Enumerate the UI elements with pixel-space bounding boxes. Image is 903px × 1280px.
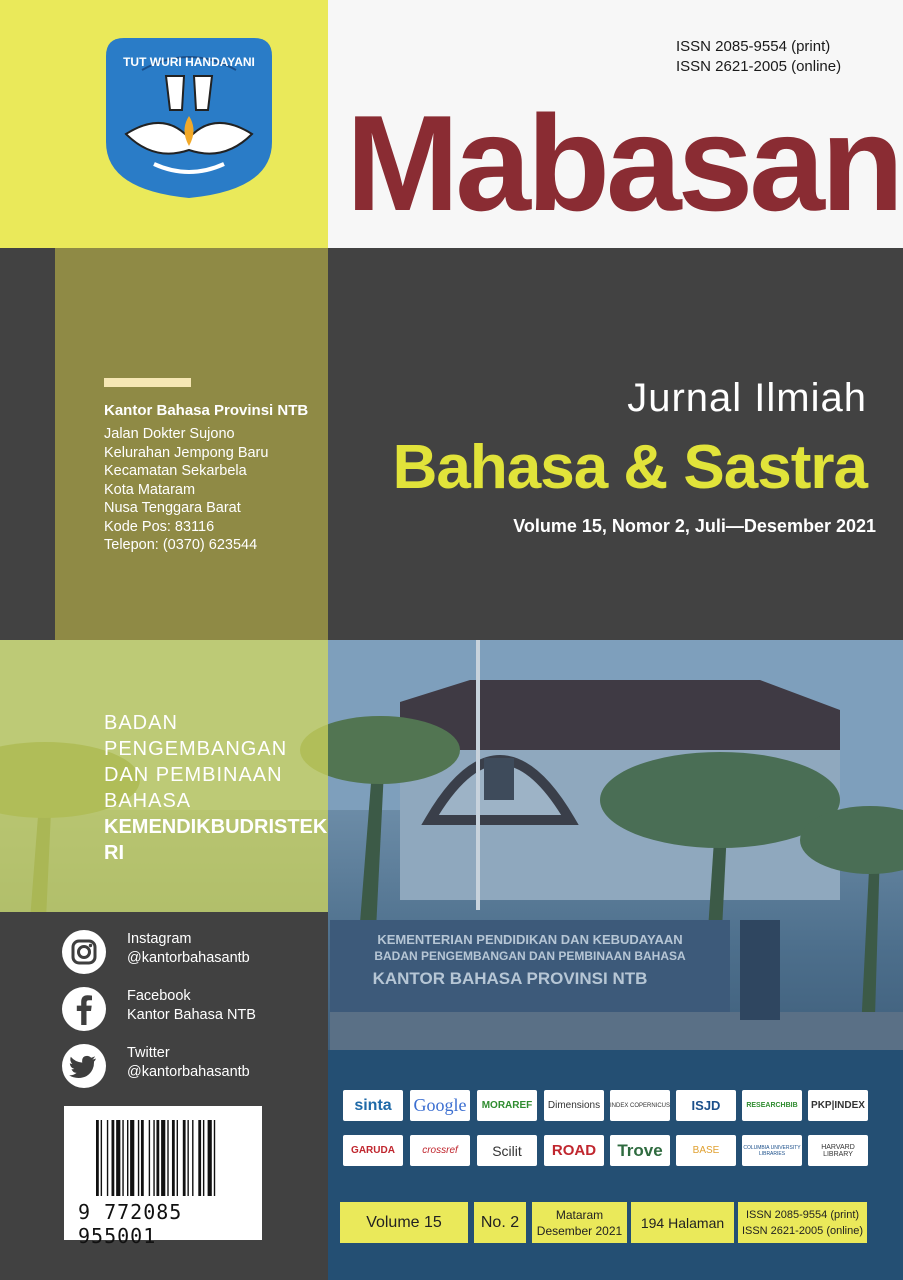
info-issn-print: ISSN 2085-9554 (print)	[745, 1208, 860, 1221]
sign-line-1: KEMENTERIAN PENDIDIKAN DAN KEBUDAYAAN	[377, 932, 683, 947]
address-line: Kode Pos: 83116	[104, 518, 215, 535]
address-line: Nusa Tenggara Barat	[104, 500, 241, 516]
twitter-icon	[62, 1044, 106, 1088]
indexer-researchbib[interactable]: RESEARCHBIB	[742, 1090, 802, 1121]
issn-online: ISSN 2621-2005 (online)	[676, 58, 842, 75]
journal-subtitle: Jurnal Ilmiah	[627, 376, 867, 420]
social-handle: @kantorbahasantb	[127, 1064, 250, 1080]
info-number: No. 2	[474, 1202, 526, 1243]
indexer-copernicus[interactable]: INDEX COPERNICUS	[610, 1090, 670, 1121]
journal-title: Mabasan	[346, 87, 900, 239]
address-line: Kecamatan Sekarbela	[104, 463, 247, 479]
ministry-name: KEMENDIKBUDRISTEK	[104, 816, 328, 838]
country-name: RI	[104, 842, 124, 864]
agency-line: BAHASA	[104, 790, 192, 812]
indexer-base[interactable]: BASE	[676, 1135, 736, 1166]
journal-field: Bahasa & Sastra	[392, 433, 867, 502]
isbn-barcode	[64, 1106, 262, 1248]
social-instagram[interactable]	[62, 930, 322, 976]
social-facebook[interactable]	[62, 987, 322, 1033]
indexer-trove[interactable]: Trove	[610, 1135, 670, 1166]
instagram-icon	[62, 930, 106, 974]
sign-line-3: KANTOR BAHASA PROVINSI NTB	[372, 969, 648, 988]
social-platform: Twitter	[127, 1045, 170, 1061]
social-twitter[interactable]	[62, 1044, 322, 1090]
indexer-pkp-index[interactable]: PKP|INDEX	[808, 1090, 868, 1121]
info-pages: 194 Halaman	[631, 1202, 734, 1243]
indexer-isjd[interactable]: ISJD	[676, 1090, 736, 1121]
agency-line: DAN PEMBINAAN	[104, 764, 283, 786]
agency-line: PENGEMBANGAN	[104, 738, 288, 760]
address-line: Telepon: (0370) 623544	[104, 537, 258, 553]
indexer-crossref[interactable]: crossref	[410, 1135, 470, 1166]
sign-line-2: BADAN PENGEMBANGAN DAN PEMBINAAN BAHASA	[374, 949, 686, 963]
address-line: Jalan Dokter Sujono	[104, 426, 235, 442]
info-issn	[738, 1202, 867, 1243]
indexer-scilit[interactable]: Scilit	[477, 1135, 537, 1166]
info-volume: Volume 15	[340, 1202, 468, 1243]
social-platform: Facebook	[127, 988, 191, 1004]
indexer-columbia[interactable]: COLUMBIA UNIVERSITY LIBRARIES	[742, 1135, 802, 1166]
info-date: Desember 2021	[536, 1223, 623, 1238]
issn-print: ISSN 2085-9554 (print)	[676, 38, 831, 55]
barcode-bars	[64, 1106, 262, 1202]
social-handle: @kantorbahasantb	[127, 950, 250, 966]
office-address	[104, 425, 268, 555]
info-place-date	[532, 1202, 627, 1243]
social-platform: Instagram	[127, 931, 192, 947]
volume-issue-line: Volume 15, Nomor 2, Juli—Desember 2021	[513, 516, 876, 536]
social-handle: Kantor Bahasa NTB	[127, 1007, 256, 1023]
tut-wuri-handayani-logo	[104, 30, 274, 200]
facebook-icon	[62, 987, 106, 1031]
address-line: Kelurahan Jempong Baru	[104, 444, 269, 461]
office-name: Kantor Bahasa Provinsi NTB	[104, 402, 309, 419]
address-accent-bar	[104, 378, 191, 387]
indexer-road[interactable]: ROAD	[544, 1135, 604, 1166]
address-line: Kota Mataram	[104, 481, 196, 498]
indexer-sinta[interactable]: sinta	[343, 1090, 403, 1121]
info-issn-online: ISSN 2621-2005 (online)	[741, 1224, 864, 1237]
indexer-garuda[interactable]: GARUDA	[343, 1135, 403, 1166]
logo-motto: TUT WURI HANDAYANI	[123, 55, 255, 69]
indexer-moraref[interactable]: MORAREF	[477, 1090, 537, 1121]
info-place: Mataram	[555, 1207, 604, 1222]
agency-name	[104, 710, 327, 866]
issn-block	[676, 37, 841, 77]
indexer-dimensions[interactable]: Dimensions	[544, 1090, 604, 1121]
agency-line: BADAN	[104, 712, 178, 734]
barcode-number: 9 772085 955001	[78, 1200, 183, 1248]
indexer-harvard[interactable]: HARVARD LIBRARY	[808, 1135, 868, 1166]
indexer-google-scholar[interactable]: Google	[410, 1090, 470, 1121]
